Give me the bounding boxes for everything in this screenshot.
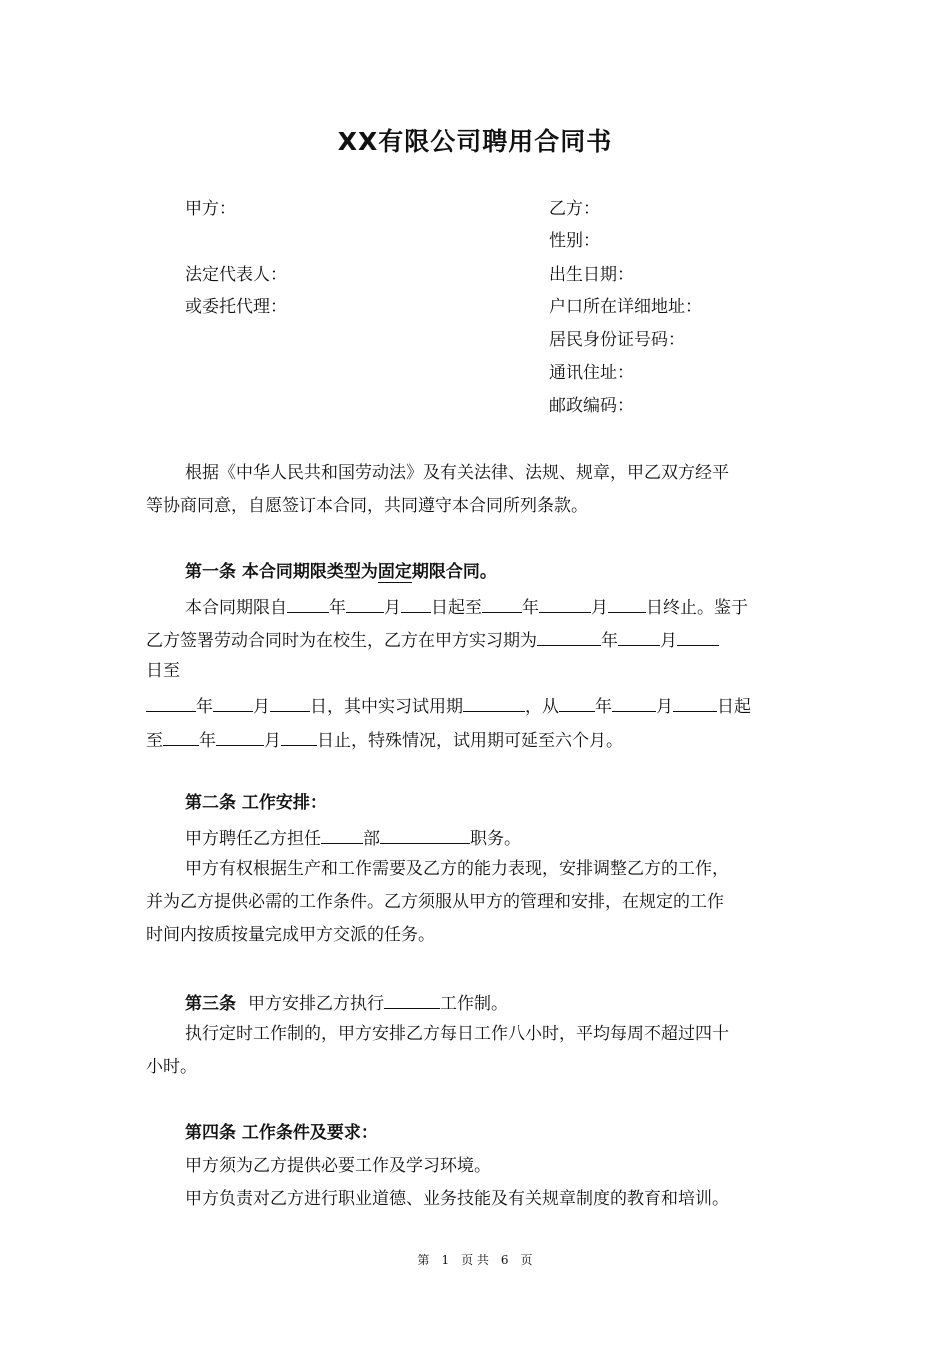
page-number: 1 [441, 1253, 450, 1267]
end-month-blank[interactable] [539, 594, 591, 613]
article-3-line-2: 小时。 [146, 1057, 197, 1077]
intern-start-day-blank[interactable] [677, 627, 719, 646]
end-year-blank[interactable] [482, 594, 522, 613]
article-1-line-1: 本合同期限自 年 月 日起至 年 月 日终止。鉴于 [185, 594, 748, 619]
total-pages: 6 [500, 1253, 509, 1267]
intern-end-month-blank[interactable] [213, 693, 253, 712]
probation-start-year-blank[interactable] [559, 693, 595, 712]
contract-type-value: 固定 [377, 562, 412, 582]
probation-end-day-blank[interactable] [281, 727, 317, 746]
article-1-line-5: 至 年 月 日止，特殊情况，试用期可延至六个月。 [146, 727, 623, 752]
gender-label: 性别： [549, 231, 600, 251]
article-1-heading: 第一条 本合同期限类型为固定期限合同。 [185, 562, 497, 582]
work-system-blank[interactable] [384, 990, 440, 1009]
probation-period-blank[interactable] [463, 693, 525, 712]
position-blank[interactable] [380, 825, 470, 844]
preamble-line-2: 等协商同意，自愿签订本合同，共同遵守本合同所列条款。 [146, 496, 588, 516]
legal-rep-label: 法定代表人： [185, 265, 287, 285]
article-1-line-3: 日至 [146, 661, 180, 681]
article-4-heading: 第四条 工作条件及要求： [185, 1123, 378, 1143]
agent-label: 或委托代理： [185, 297, 287, 317]
household-address-label: 户口所在详细地址： [549, 297, 702, 317]
start-day-blank[interactable] [401, 594, 431, 613]
id-number-label: 居民身份证号码： [549, 330, 685, 350]
end-day-blank[interactable] [608, 594, 646, 613]
article-1-line-2: 乙方签署劳动合同时为在校生，乙方在甲方实习期为 年 月 [146, 627, 719, 652]
preamble-line-1: 根据《中华人民共和国劳动法》及有关法律、法规、规章，甲乙双方经平 [185, 463, 729, 483]
intern-start-month-blank[interactable] [618, 627, 660, 646]
article-3-heading: 第三条 甲方安排乙方执行 工作制。 [185, 990, 508, 1015]
article-2-line-1: 甲方聘任乙方担任 部 职务。 [185, 825, 521, 850]
article-1-line-4: 年 月 日，其中实习试用期 ，从 年 月 日起 [146, 693, 751, 718]
article-2-line-2: 甲方有权根据生产和工作需要及乙方的能力表现，安排调整乙方的工作， [185, 859, 729, 879]
department-blank[interactable] [321, 825, 363, 844]
article-2-line-4: 时间内按质按量完成甲方交派的任务。 [146, 925, 435, 945]
page-title: XX有限公司聘用合同书 [337, 127, 613, 156]
article-3-line-1: 执行定时工作制的，甲方安排乙方每日工作八小时，平均每周不超过四十 [185, 1024, 729, 1044]
start-month-blank[interactable] [346, 594, 384, 613]
intern-end-day-blank[interactable] [270, 693, 310, 712]
page-footer: 第 1 页 共 6 页 [417, 1253, 533, 1267]
probation-start-month-blank[interactable] [612, 693, 656, 712]
probation-end-year-blank[interactable] [163, 727, 199, 746]
party-a-label: 甲方： [185, 199, 236, 219]
probation-end-month-blank[interactable] [216, 727, 264, 746]
probation-start-day-blank[interactable] [673, 693, 717, 712]
party-b-label: 乙方： [549, 199, 600, 219]
postal-code-label: 邮政编码： [549, 396, 634, 416]
article-4-line-1: 甲方须为乙方提供必要工作及学习环境。 [185, 1156, 491, 1176]
start-year-blank[interactable] [287, 594, 329, 613]
article-4-line-2: 甲方负责对乙方进行职业道德、业务技能及有关规章制度的教育和培训。 [185, 1189, 729, 1209]
intern-end-year-blank[interactable] [146, 693, 196, 712]
intern-start-year-blank[interactable] [537, 627, 601, 646]
article-2-heading: 第二条 工作安排： [185, 793, 327, 813]
mailing-address-label: 通讯住址： [549, 363, 634, 383]
birthdate-label: 出生日期： [549, 265, 634, 285]
article-2-line-3: 并为乙方提供必需的工作条件。乙方须服从甲方的管理和安排，在规定的工作 [146, 892, 724, 912]
